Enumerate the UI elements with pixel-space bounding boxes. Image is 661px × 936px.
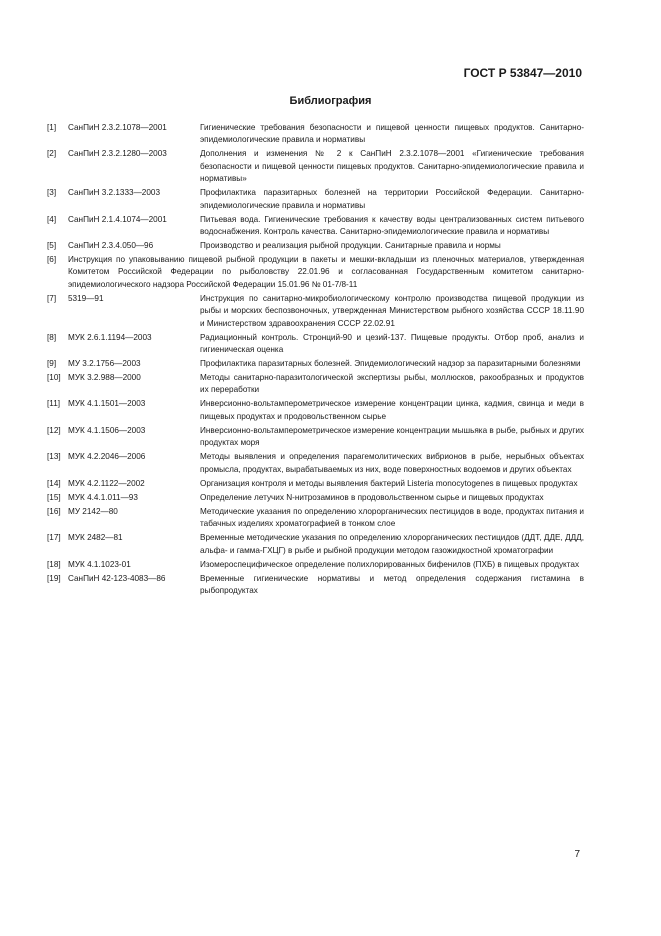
entry-description: Инструкция по санитарно-микробиологическому контролю производства пищевой продукции из рыбы и морских беспозвоночных, утвержденная Министерством рыбного хозяйства СССР 18.11.90 и Министерством здравоохранения СССР 22.02.91 xyxy=(200,293,584,328)
entry-description: Инверсионно-вольтамперометрическое измерение концентрации цинка, кадмия, свинца и меди в пищевых продуктах и продовольственном сырье xyxy=(200,399,584,421)
entry-document-code: МУК 4.1.1501—2003 xyxy=(68,399,146,409)
bibliography-entry xyxy=(47,187,584,212)
bibliography-title: Библиография xyxy=(289,95,372,107)
bibliography-entry xyxy=(47,573,584,598)
entry-number: [8] xyxy=(47,332,57,342)
bibliography-entry xyxy=(47,214,584,239)
entry-description: Определение летучих N-нитрозаминов в продовольственном сырье и пищевых продуктах xyxy=(200,492,544,502)
entry-number: [1] xyxy=(47,123,57,132)
entry-document-code: МУК 4.2.1122—2002 xyxy=(68,478,145,488)
entry-document-code: СанПиН 42-123-4083—86 xyxy=(68,573,166,583)
bibliography-entry xyxy=(47,148,584,185)
bibliography-entry xyxy=(47,451,584,476)
entry-description: Методы санитарно-паразитологической экспертизы рыбы, моллюсков, ракообразных и продуктов их переработки xyxy=(200,373,584,395)
entry-document-code: МУК 3.2.988—2000 xyxy=(68,373,141,383)
entry-number: [18] xyxy=(47,559,61,569)
entry-document-code: СанПиН 2.3.2.1078—2001 xyxy=(68,123,167,132)
bibliography-entry xyxy=(47,506,584,531)
entry-document-code: МУК 4.4.1.011—93 xyxy=(68,492,138,502)
entry-description: Изомероспецифическое определение полихлорированных бифенилов (ПХБ) в пищевых продуктах xyxy=(200,559,580,569)
entry-document-code: 5319—91 xyxy=(68,293,104,303)
entry-number: [7] xyxy=(47,293,57,303)
entry-number: [11] xyxy=(47,399,61,409)
entry-description: Временные гигиенические нормативы и метод определения содержания гистамина в рыбопродуктах xyxy=(200,573,584,595)
bibliography-entry xyxy=(47,398,584,423)
page-number: 7 xyxy=(574,849,580,860)
entry-description: Питьевая вода. Гигиенические требования к качеству воды централизованных систем питьевого водоснабжения. Контроль качества. Санитарно-эпидемиологические правила и нормативы xyxy=(200,214,584,237)
entry-document-code: МУ 3.2.1756—2003 xyxy=(68,359,141,369)
entry-number: [16] xyxy=(47,506,61,516)
entry-description: Организация контроля и методы выявления бактерий Listeria monocytogenes в пищевых продуктах xyxy=(200,478,578,488)
bibliography-entry xyxy=(47,532,584,557)
entry-document-code: СанПиН 2.1.4.1074—2001 xyxy=(68,214,167,224)
entry-number: [9] xyxy=(47,359,57,369)
entry-description: Радиационный контроль. Стронций-90 и цезий-137. Пищевые продукты. Отбор проб, анализ и гигиеническая оценка xyxy=(200,332,584,355)
entry-document-code: МУК 4.2.2046—2006 xyxy=(68,452,146,462)
entry-number: [2] xyxy=(47,149,57,159)
entry-number: [5] xyxy=(47,241,57,251)
bibliography-entry xyxy=(47,425,584,450)
bibliography-entry xyxy=(47,254,584,291)
entry-description: Гигиенические требования безопасности и пищевой ценности пищевых продуктов. Санитарно-эпидемиологические правила и нормативы xyxy=(200,123,584,145)
entry-document-code: СанПиН 2.3.2.1280—2003 xyxy=(68,149,167,159)
entry-number: [14] xyxy=(47,478,61,488)
entry-description: Методические указания по определению хлорорганических пестицидов в воде, продуктах питания и табачных изделиях хроматографией в тонком слое xyxy=(200,506,584,529)
entry-number: [13] xyxy=(47,452,61,462)
entry-number: [6] xyxy=(47,255,57,265)
bibliography-entry xyxy=(47,478,584,490)
entry-document-code: МУК 4.1.1506—2003 xyxy=(68,425,146,435)
entry-description: Методы выявления и определения парагемолитических вибрионов в рыбе, нерыбных объектах промысла, продуктах, вырабатываемых из них, воде поверхностных водоемов и других объектах xyxy=(200,452,584,474)
entry-number: [3] xyxy=(47,188,57,198)
bibliography-entry xyxy=(47,492,584,504)
entry-document-code: МУК 2482—81 xyxy=(68,533,123,543)
bibliography-entry xyxy=(47,332,584,357)
entry-description: Инструкция по упаковыванию пищевой рыбной продукции в пакеты и мешки-вкладыши из пленочных материалов, утвержденная Комитетом Российской Федерации по рыболовству 22.01.96 и согласованная Государственным комитетом санитарно-эпидемиологического надзора Российской Федерации 15.01.96 № 01-7/8-11 xyxy=(68,255,584,289)
entry-number: [4] xyxy=(47,214,57,224)
entry-number: [17] xyxy=(47,533,61,543)
entry-document-code: СанПиН 3.2.1333—2003 xyxy=(68,188,160,198)
bibliography-list xyxy=(47,122,584,599)
bibliography-entry xyxy=(47,122,584,147)
bibliography-entry xyxy=(47,559,584,571)
entry-number: [15] xyxy=(47,492,61,502)
entry-document-code: МУК 4.1.1023-01 xyxy=(68,559,131,569)
entry-description: Дополнения и изменения № 2 к СанПиН 2.3.2.1078—2001 «Гигиенические требования безопасности и пищевой ценности пищевых продуктов. Санитарно-эпидемиологические правила и нормативы» xyxy=(200,149,584,184)
entry-number: [19] xyxy=(47,573,61,583)
entry-description: Временные методические указания по определению хлорорганических пестицидов (ДДТ, ДДЕ, ДДД, альфа- и гамма-ГХЦГ) в рыбе и рыбной продукции методом газожидкостной хроматографии xyxy=(200,533,584,555)
entry-description: Профилактика паразитарных болезней на территории Российской Федерации. Санитарно-эпидемиологические правила и нормативы xyxy=(200,188,584,210)
entry-document-code: СанПиН 2.3.4.050—96 xyxy=(68,241,154,251)
bibliography-entry xyxy=(47,358,584,370)
bibliography-entry xyxy=(47,293,584,330)
entry-document-code: МУ 2142—80 xyxy=(68,506,118,516)
entry-number: [10] xyxy=(47,373,61,383)
entry-description: Производство и реализация рыбной продукции. Санитарные правила и нормы xyxy=(200,241,501,251)
standard-header: ГОСТ Р 53847—2010 xyxy=(463,66,582,80)
entry-document-code: МУК 2.6.1.1194—2003 xyxy=(68,332,152,342)
entry-number: [12] xyxy=(47,425,61,435)
entry-description: Профилактика паразитарных болезней. Эпидемиологический надзор за паразитарными болезнями xyxy=(200,359,581,369)
bibliography-entry xyxy=(47,240,584,252)
entry-description: Инверсионно-вольтамперометрическое измерение концентрации мышьяка в рыбе, рыбных и других продуктах моря xyxy=(200,425,584,448)
bibliography-entry xyxy=(47,372,584,397)
